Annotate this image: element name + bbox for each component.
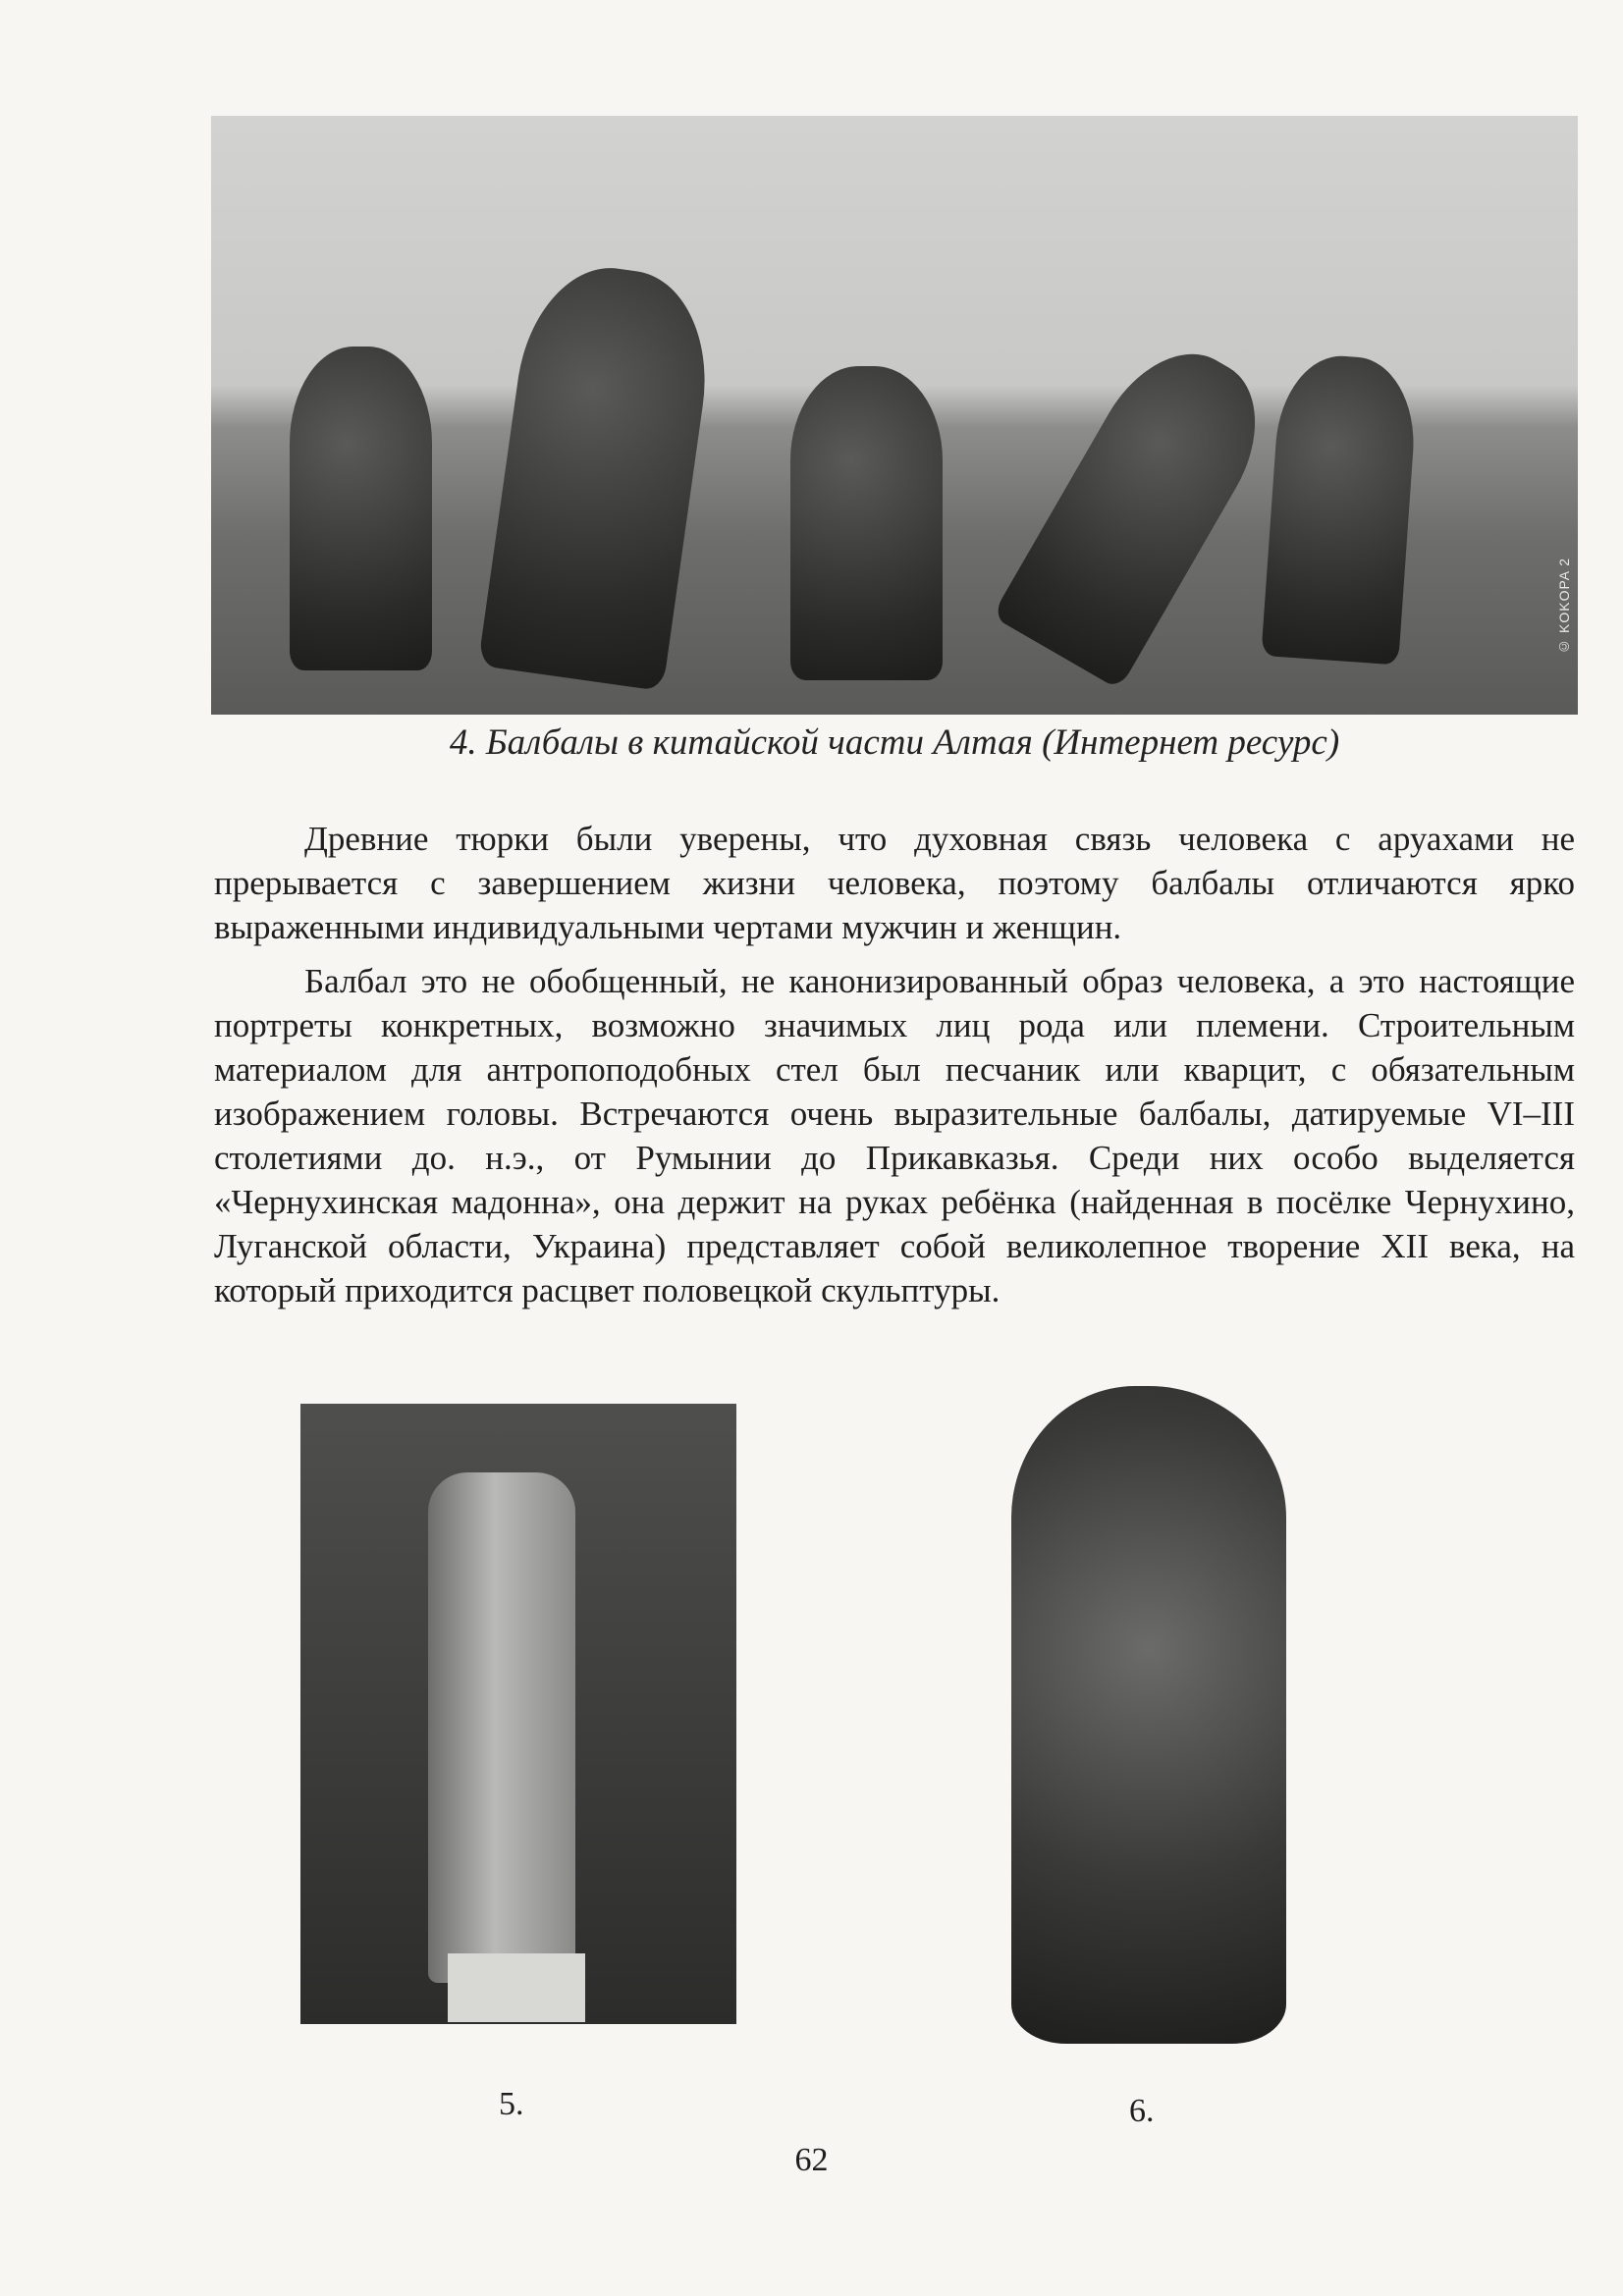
stone-3 bbox=[790, 366, 943, 680]
statue-5-base bbox=[448, 1953, 585, 2022]
paragraph-2: Балбал это не обобщенный, не канонизированный образ человека, а это настоящие портреты конкретных, возможно значимых лиц рода или племени. Строительным материалом для антропоподобных стел был песчаник или кварцит, с обязательным изображением головы. Встречаются очень выразительные балбалы, датируемые VI–III столетиями до. н.э., от Румынии до Прикавказья. Среди них особо выделяется «Чернухинская мадонна», она держит на руках ребёнка (найденная в посёлке Чернухино, Луганской области, Украина) представляет собой великолепное творение XII века, на который приходится расцвет половецкой скульптуры. bbox=[214, 962, 1575, 1309]
stone-5 bbox=[1261, 351, 1419, 665]
figure-caption: 4. Балбалы в китайской части Алтая (Интернет ресурс) bbox=[449, 722, 1340, 763]
body-text bbox=[214, 817, 1575, 1322]
page-number: 62 bbox=[794, 2142, 829, 2178]
balbals-photo bbox=[211, 116, 1578, 715]
figure-5-label: 5. bbox=[499, 2086, 524, 2122]
statue-5 bbox=[428, 1472, 575, 1983]
photo-watermark: © KOKOPA 2 bbox=[1556, 558, 1572, 655]
stone-2 bbox=[478, 257, 721, 691]
statue-6 bbox=[1011, 1386, 1286, 2044]
paragraph-1: Древние тюрки были уверены, что духовная связь человека с аруахами не прерывается с завершением жизни человека, поэтому балбалы отличаются ярко выраженными индивидуальными чертами мужчин и женщин. bbox=[214, 820, 1575, 946]
stone-4 bbox=[992, 327, 1286, 689]
figure-6-label: 6. bbox=[1129, 2093, 1155, 2129]
figure-5-photo bbox=[300, 1404, 736, 2024]
figure-6-photo bbox=[1001, 1366, 1296, 2044]
stone-1 bbox=[290, 347, 432, 670]
